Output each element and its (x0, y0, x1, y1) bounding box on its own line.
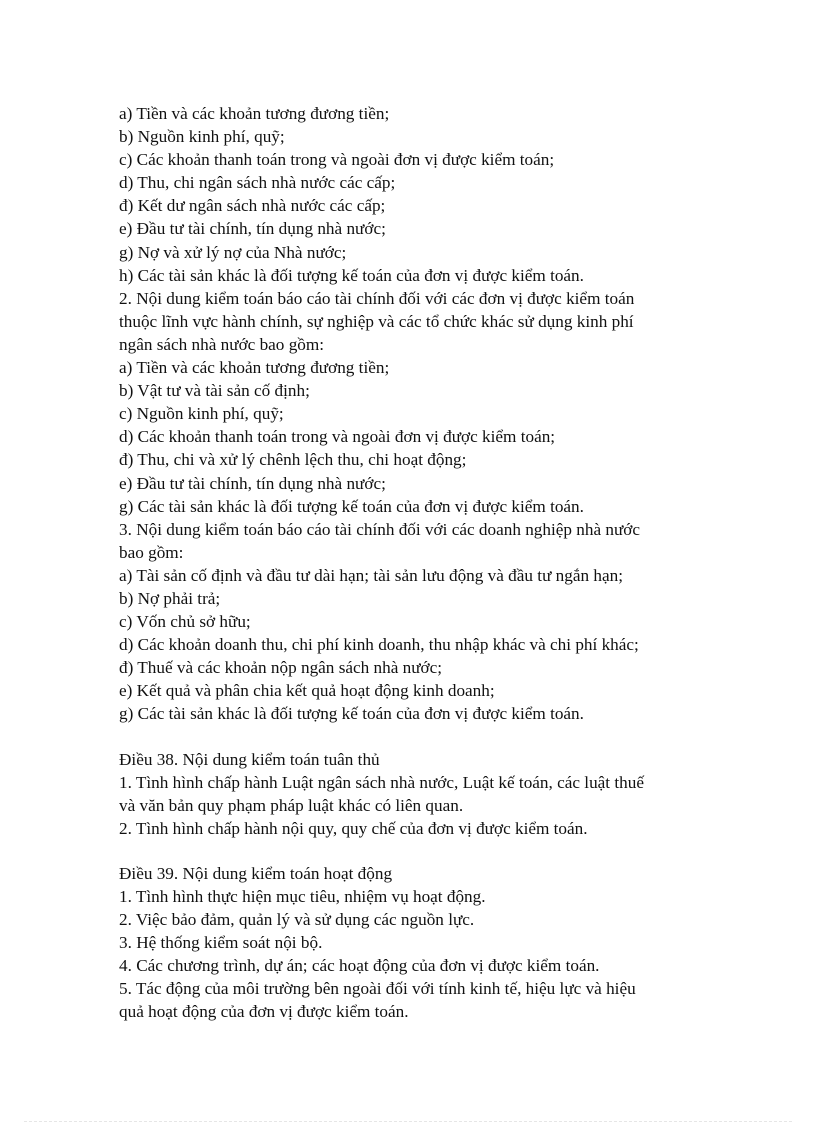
list-item: c) Vốn chủ sở hữu; (119, 612, 251, 632)
list-item: d) Thu, chi ngân sách nhà nước các cấp; (119, 173, 396, 193)
clause-heading-line: 3. Nội dung kiểm toán báo cáo tài chính đối với các doanh nghiệp nhà nước (119, 519, 641, 539)
page-bottom-divider (24, 1121, 792, 1122)
list-item: b) Nợ phải trả; (119, 588, 221, 608)
article-title: Điều 39. Nội dung kiểm toán hoạt động (119, 863, 393, 883)
list-item: e) Đầu tư tài chính, tín dụng nhà nước; (119, 473, 386, 493)
list-item: a) Tiền và các khoản tương đương tiền; (119, 358, 390, 378)
article-line: 4. Các chương trình, dự án; các hoạt động của đơn vị được kiểm toán. (119, 956, 600, 976)
list-item: c) Nguồn kinh phí, quỹ; (119, 404, 284, 424)
article-line: 2. Tình hình chấp hành nội quy, quy chế của đơn vị được kiểm toán. (119, 818, 588, 838)
list-item: đ) Thu, chi và xử lý chênh lệch thu, chi hoạt động; (119, 450, 467, 470)
clause-3 (119, 518, 709, 726)
article-line: 5. Tác động của môi trường bên ngoài đối với tính kinh tế, hiệu lực và hiệu (119, 979, 636, 999)
list-item: g) Các tài sản khác là đối tượng kế toán của đơn vị được kiểm toán. (119, 704, 584, 724)
section-36-items (119, 102, 709, 287)
clause-heading-line: ngân sách nhà nước bao gồm: (119, 334, 325, 354)
list-item: g) Nợ và xử lý nợ của Nhà nước; (119, 242, 347, 262)
article-line: 2. Việc bảo đảm, quản lý và sử dụng các nguồn lực. (119, 910, 475, 930)
clause-heading-line: thuộc lĩnh vực hành chính, sự nghiệp và các tổ chức khác sử dụng kinh phí (119, 311, 634, 331)
clause-heading-line: bao gồm: (119, 542, 184, 562)
article-title: Điều 38. Nội dung kiểm toán tuân thủ (119, 749, 380, 769)
paragraph-gap (119, 840, 709, 862)
clause-heading-line: 2. Nội dung kiểm toán báo cáo tài chính đối với các đơn vị được kiểm toán (119, 288, 635, 308)
list-item: b) Nguồn kinh phí, quỹ; (119, 127, 285, 147)
article-line: 3. Hệ thống kiểm soát nội bộ. (119, 933, 323, 953)
list-item: h) Các tài sản khác là đối tượng kế toán của đơn vị được kiểm toán. (119, 265, 584, 285)
list-item: e) Đầu tư tài chính, tín dụng nhà nước; (119, 219, 386, 239)
list-item: đ) Thuế và các khoản nộp ngân sách nhà nước; (119, 658, 443, 678)
list-item: d) Các khoản doanh thu, chi phí kinh doanh, thu nhập khác và chi phí khác; (119, 635, 639, 655)
list-item: a) Tài sản cố định và đầu tư dài hạn; tài sản lưu động và đầu tư ngắn hạn; (119, 565, 623, 585)
article-line: 1. Tình hình thực hiện mục tiêu, nhiệm vụ hoạt động. (119, 887, 486, 906)
article-line: 1. Tình hình chấp hành Luật ngân sách nhà nước, Luật kế toán, các luật thuế (119, 772, 644, 792)
document-body (119, 102, 709, 1024)
list-item: d) Các khoản thanh toán trong và ngoài đơn vị được kiểm toán; (119, 427, 556, 447)
article-38 (119, 748, 709, 840)
clause-2 (119, 287, 709, 518)
article-line: quả hoạt động của đơn vị được kiểm toán. (119, 1002, 409, 1022)
list-item: c) Các khoản thanh toán trong và ngoài đơn vị được kiểm toán; (119, 150, 555, 170)
list-item: a) Tiền và các khoản tương đương tiền; (119, 104, 390, 123)
list-item: g) Các tài sản khác là đối tượng kế toán của đơn vị được kiểm toán. (119, 496, 584, 516)
paragraph-gap (119, 726, 709, 748)
article-39 (119, 862, 709, 1024)
article-line: và văn bản quy phạm pháp luật khác có liên quan. (119, 795, 464, 815)
list-item: b) Vật tư và tài sản cố định; (119, 381, 310, 401)
list-item: e) Kết quả và phân chia kết quả hoạt động kinh doanh; (119, 681, 495, 701)
list-item: đ) Kết dư ngân sách nhà nước các cấp; (119, 196, 386, 216)
